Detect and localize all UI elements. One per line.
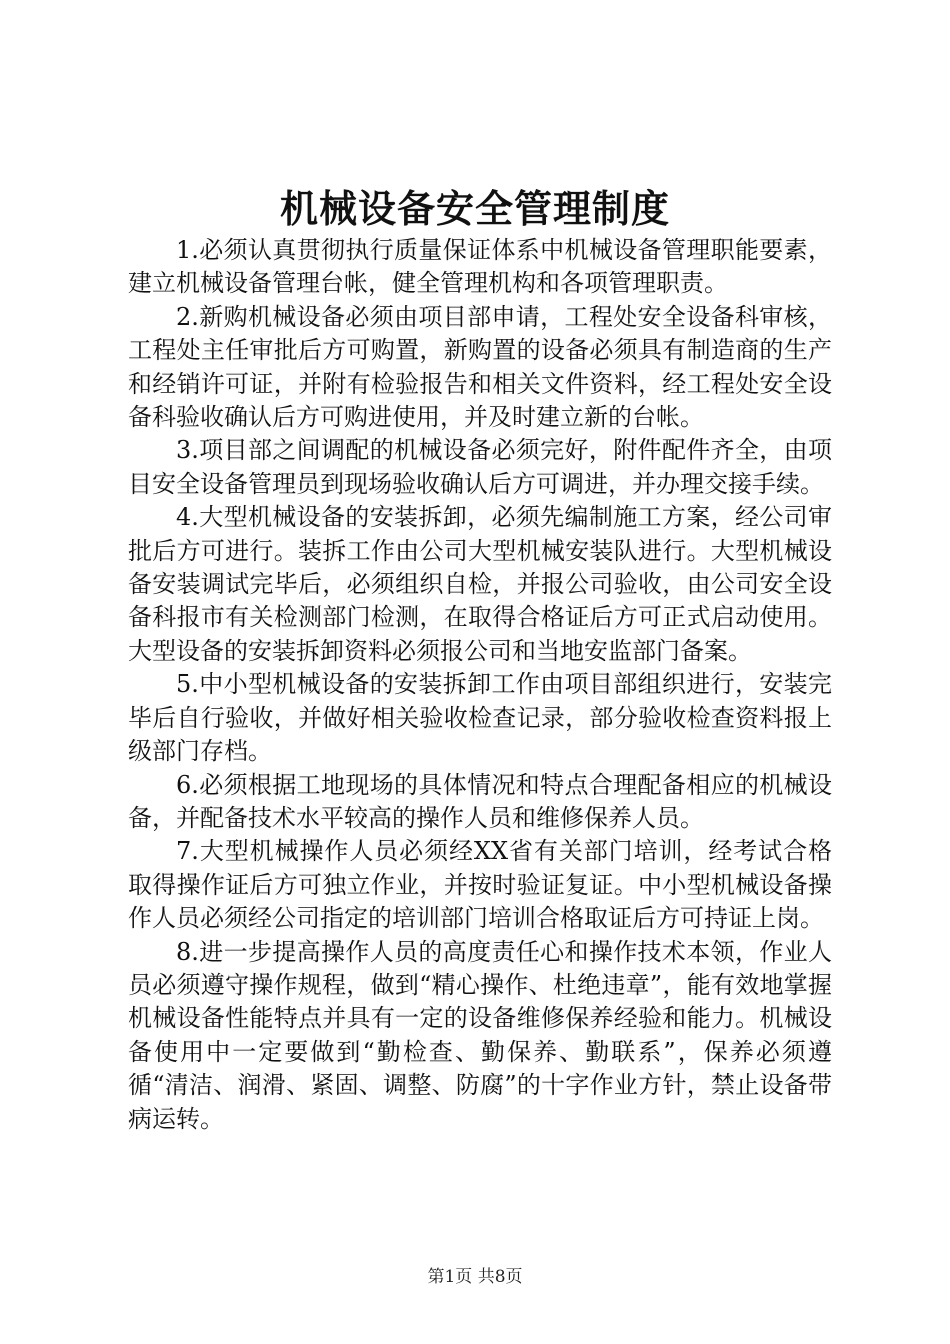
paragraph-1: 1.必须认真贯彻执行质量保证体系中机械设备管理职能要素，建立机械设备管理台帐，健全管理机构和各项管理职责。 bbox=[128, 236, 832, 298]
document-title: 机械设备安全管理制度 bbox=[279, 186, 670, 231]
paragraph-2: 2.新购机械设备必须由项目部申请，工程处安全设备科审核，工程处主任审批后方可购置，新购置的设备必须具有制造商的生产和经销许可证，并附有检验报告和相关文件资料，经工程处安全设备科验收确认后方可购进使用，并及时建立新的台帐。 bbox=[128, 302, 832, 432]
paragraph-7: 7.大型机械操作人员必须经XX省有关部门培训，经考试合格取得操作证后方可独立作业，并按时验证复证。中小型机械设备操作人员必须经公司指定的培训部门培训合格取证后方可持证上岗。 bbox=[128, 837, 832, 933]
paragraph-6: 6.必须根据工地现场的具体情况和特点合理配备相应的机械设备，并配备技术水平较高的操作人员和维修保养人员。 bbox=[128, 770, 832, 832]
page-footer: 第1页 共8页 bbox=[427, 1267, 523, 1287]
document-body bbox=[128, 234, 832, 1136]
paragraph-4: 4.大型机械设备的安装拆卸，必须先编制施工方案，经公司审批后方可进行。装拆工作由公司大型机械安装队进行。大型机械设备安装调试完毕后，必须组织自检，并报公司验收，由公司安全设备科报市有关检测部门检测，在取得合格证后方可正式启动使用。大型设备的安装拆卸资料必须报公司和当地安监部门备案。 bbox=[128, 503, 832, 665]
paragraph-8: 8.进一步提高操作人员的高度责任心和操作技术本领，作业人员必须遵守操作规程，做到“精心操作、杜绝违章”，能有效地掌握机械设备性能特点并具有一定的设备维修保养经验和能力。机械设备使用中一定要做到“勤检查、勤保养、勤联系”，保养必须遵循“清洁、润滑、紧固、调整、防腐”的十字作业方针，禁止设备带病运转。 bbox=[128, 937, 832, 1133]
paragraph-3: 3.项目部之间调配的机械设备必须完好，附件配件齐全，由项目安全设备管理员到现场验收确认后方可调进，并办理交接手续。 bbox=[128, 436, 832, 498]
paragraph-5: 5.中小型机械设备的安装拆卸工作由项目部组织进行，安装完毕后自行验收，并做好相关验收检查记录，部分验收检查资料报上级部门存档。 bbox=[128, 670, 832, 766]
